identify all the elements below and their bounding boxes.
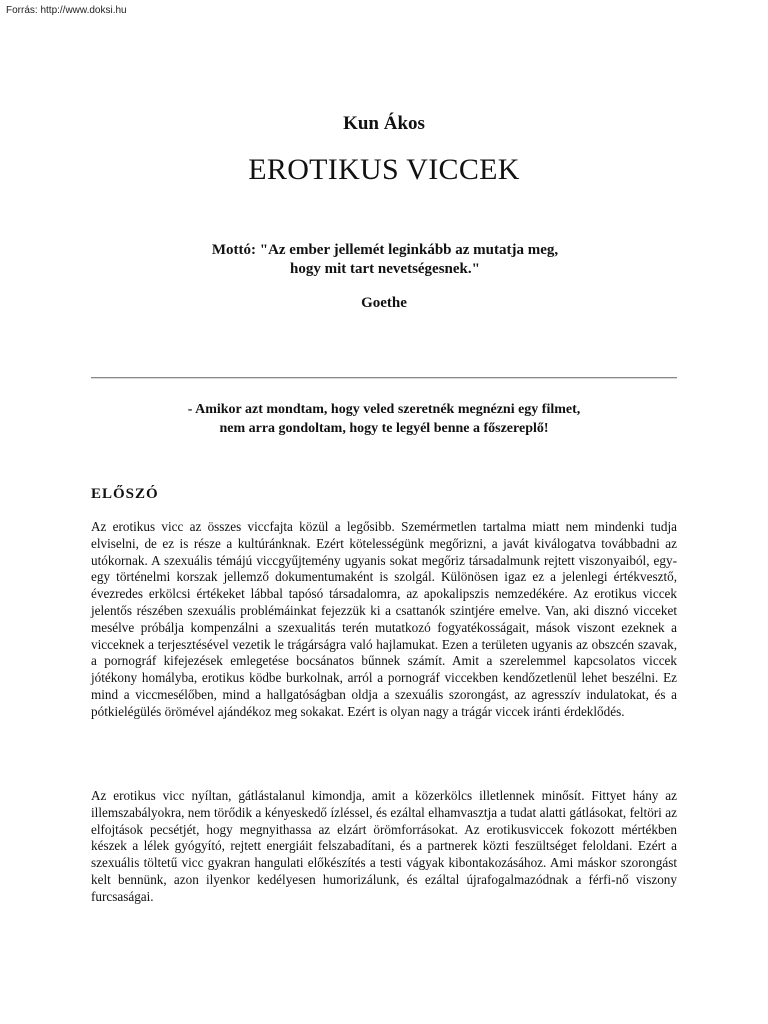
motto-line-1: Mottó: "Az ember jellemét leginkább az mutatja meg, xyxy=(211,242,559,258)
section-heading: ELŐSZÓ xyxy=(91,486,159,502)
document-title: EROTIKUS VICCEK xyxy=(248,153,520,186)
paragraph: Az erotikus vicc az összes viccfajta közül a legősibb. Szemérmetlen tartalma miatt nem mindenki tudja elviselni, de ez is része a kultúránknak. Ezért kötelességünk megőrizni, a javát kiválogatva továbbadni az utókornak. A szexuális témájú viccgyűjtemény ugyanis sokat megőriz társadalmunk rejtett viszonyaiból, egy-egy történelmi korszak jellemző dokumentumaként is szolgál. Különösen igaz ez a jelenlegi értékvesztő, évezredes erkölcsi értékeket lábbal tapósó társadalomra, az apokalipszis nemzedékére. Az erotikus viccek jelentős részében szexuális problémáinkat fejezzük ki a csattanók szintjére emelve. Van, aki disznó vicceket mesélve próbálja kompenzálni a szexualitás terén mutatkozó fogyatékosságait, mások viszont ezeknek a vicceknek a terjesztésével vezetik le trágárságra való hajlamukat. Ezen a területen ugyanis az obszcén szavak, a pornográf kifejezések emlegetése bocsánatos bűnnek számít. Amit a szerelemmel kapcsolatos viccek jótékony homályba, erotikus ködbe burkolnak, arról a pornográf viccekben kendőzetlenül lehet beszélni. Ez mind a viccmesélőben, mind a hallgatóságban oldja a szexuális szorongást, az agresszív indulatokat, és a pótkielégülés örömével ajándékoz meg sokakat. Ezért is olyan nagy a trágár viccek iránti érdeklődés. xyxy=(91,519,677,719)
source-url: Forrás: http://www.doksi.hu xyxy=(6,5,127,16)
motto-attribution: Goethe xyxy=(361,295,407,311)
featured-joke xyxy=(91,400,677,438)
motto xyxy=(180,241,590,279)
motto-line-2: hogy mit tart nevetségesnek." xyxy=(290,261,480,277)
joke-line-1: - Amikor azt mondtam, hogy veled szeretnék megnézni egy filmet, xyxy=(187,402,581,417)
paragraph: Az erotikus vicc nyíltan, gátlástalanul kimondja, amit a közerkölcs illetlennek minősít. Fittyet hány az illemszabályokra, nem törődik a kényeskedő ízléssel, és ezáltal elhamvasztja a tudat alatti gátlásokat, feltöri az elfojtások pecsétjét, hogy megnyithassa az elzárt örömforrásokat. Az erotikusviccek fokozott mértékben készek a lélek gyógyító, rejtett energiáit felszabadítani, és a partnerek közti feszültséget feloldani. Ezért a szexuális töltetű vicc gyakran hangulati előkészítés a testi vágyak kibontakozásához. Ami máskor szorongást kelt bennünk, azon ilyenkor kedélyesen humorizálunk, és ezáltal újrafogalmazódnak a férfi-nő viszony furcsaságai. xyxy=(91,788,677,904)
author-name: Kun Ákos xyxy=(343,113,425,134)
joke-line-2: nem arra gondoltam, hogy te legyél benne a főszereplő! xyxy=(219,421,549,436)
horizontal-divider xyxy=(91,377,677,379)
